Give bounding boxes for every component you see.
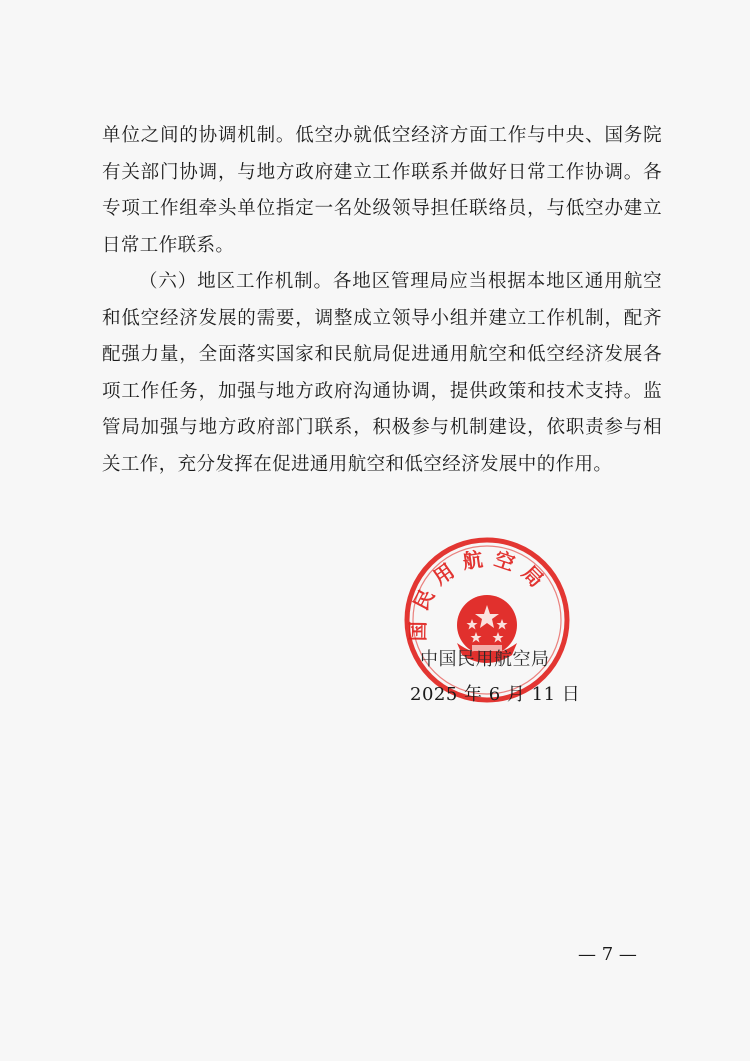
- page-number: — 7 —: [578, 944, 637, 965]
- issuer-name: 中国民用航空局: [420, 649, 550, 670]
- paragraph-regional-mechanism: （六）地区工作机制。各地区管理局应当根据本地区通用航空和低空经济发展的需要，调整成立领导小组并建立工作机制，配齐配强力量，全面落实国家和民航局促进通用航空和低空经济发展各项工作任务，加强与地方政府沟通协调，提供政策和技术支持。监管局加强与地方政府部门联系，积极参与机制建设，依职责参与相关工作，充分发挥在促进通用航空和低空经济发展中的作用。: [102, 271, 662, 475]
- svg-text:国民用航空局: 国民用航空局: [405, 545, 555, 642]
- issue-date: 2025 年 6 月 11 日: [410, 684, 581, 705]
- paragraph-coordination: 单位之间的协调机制。低空办就低空经济方面工作与中央、国务院有关部门协调，与地方政府建立工作联系并做好日常工作协调。各专项工作组牵头单位指定一名处级领导担任联络员，与低空办建立日常工作联系。: [102, 125, 662, 256]
- document-body: [102, 118, 662, 483]
